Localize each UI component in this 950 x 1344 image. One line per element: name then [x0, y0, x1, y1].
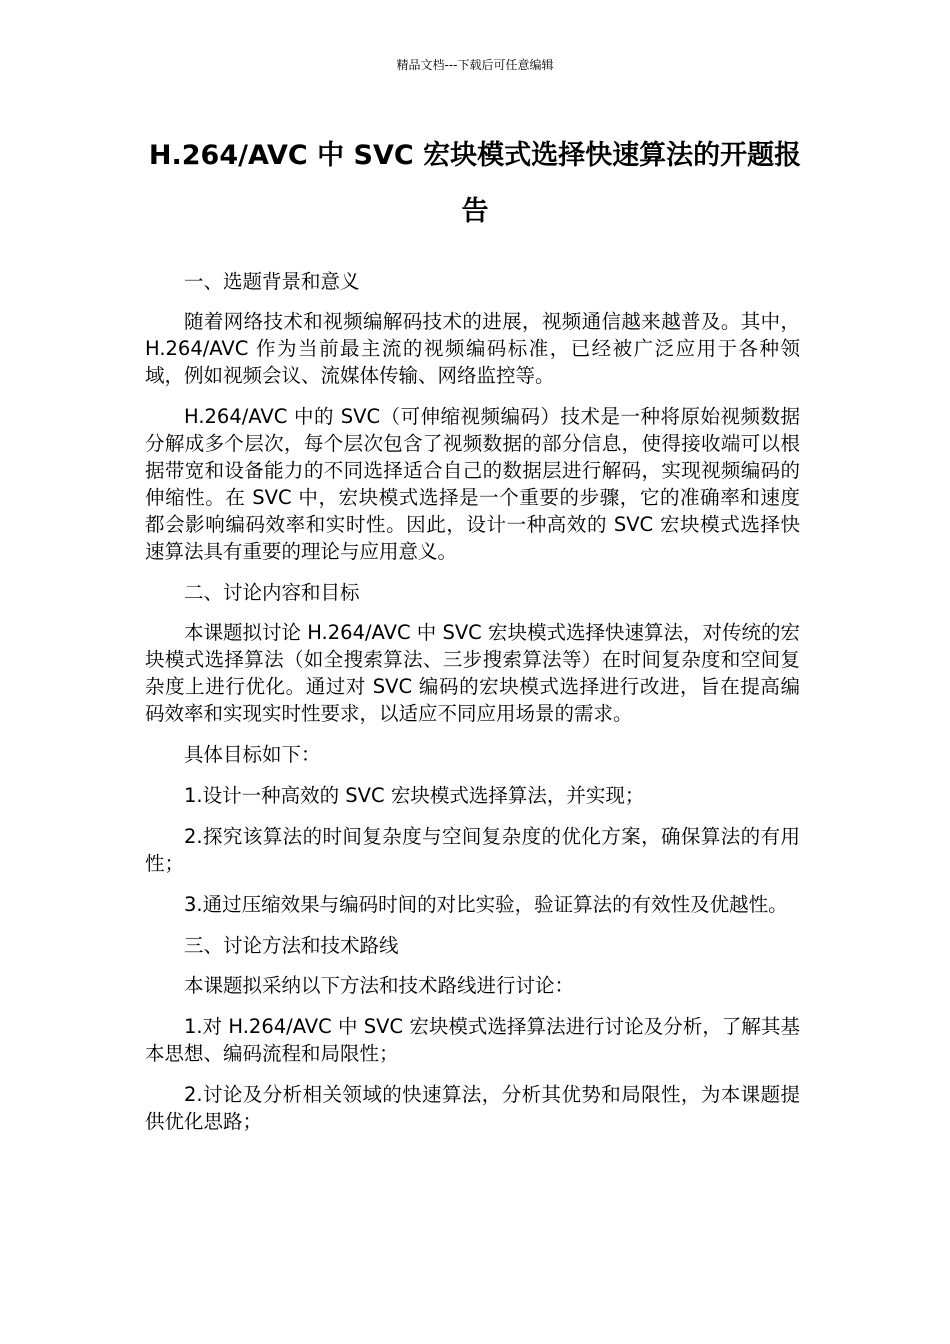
header-note: 精品文档---下载后可任意编辑: [396, 58, 554, 72]
document-body: [145, 268, 800, 1149]
paragraph-content-1: 本课题拟讨论 H.264/AVC 中 SVC 宏块模式选择快速算法，对传统的宏块模式选择算法（如全搜索算法、三步搜索算法等）在时间复杂度和空间复杂度上进行优化。通过对 SVC 编码的宏块模式选择进行改进，旨在提高编码效率和实现实时性要求，以适应不同应用场景的需求。: [145, 621, 800, 725]
list-item-goal-2: 2.探究该算法的时间复杂度与空间复杂度的优化方案，确保算法的有用性；: [145, 825, 800, 875]
paragraph-goals-intro: 具体目标如下：: [184, 743, 321, 766]
list-item-method-2: 2.讨论及分析相关领域的快速算法，分析其优势和局限性，为本课题提供优化思路；: [145, 1083, 800, 1133]
section-heading-content-goals: 二、讨论内容和目标: [184, 581, 360, 604]
paragraph-methods-intro: 本课题拟采纳以下方法和技术路线进行讨论：: [184, 974, 575, 997]
document-title: H.264/AVC 中 SVC 宏块模式选择快速算法的开题报告: [148, 140, 802, 227]
list-item-goal-3: 3.通过压缩效果与编码时间的对比实验，验证算法的有效性及优越性。: [184, 893, 788, 916]
paragraph-background-2: H.264/AVC 中的 SVC（可伸缩视频编码）技术是一种将原始视频数据分解成多个层次，每个层次包含了视频数据的部分信息，使得接收端可以根据带宽和设备能力的不同选择适合自己的数据层进行解码，实现视频编码的伸缩性。在 SVC 中，宏块模式选择是一个重要的步骤，它的准确率和速度都会影响编码效率和实时性。因此，设计一种高效的 SVC 宏块模式选择快速算法具有重要的理论与应用意义。: [145, 405, 800, 563]
list-item-goal-1: 1.设计一种高效的 SVC 宏块模式选择算法，并实现；: [184, 784, 645, 807]
section-heading-methods: 三、讨论方法和技术路线: [184, 934, 399, 957]
list-item-method-1: 1.对 H.264/AVC 中 SVC 宏块模式选择算法进行讨论及分析，了解其基本思想、编码流程和局限性；: [145, 1015, 800, 1065]
paragraph-background-1: 随着网络技术和视频编解码技术的进展，视频通信越来越普及。其中，H.264/AVC 作为当前最主流的视频编码标准，已经被广泛应用于各种领域，例如视频会议、流媒体传输、网络监控等。: [145, 310, 800, 387]
section-heading-background: 一、选题背景和意义: [184, 270, 360, 293]
